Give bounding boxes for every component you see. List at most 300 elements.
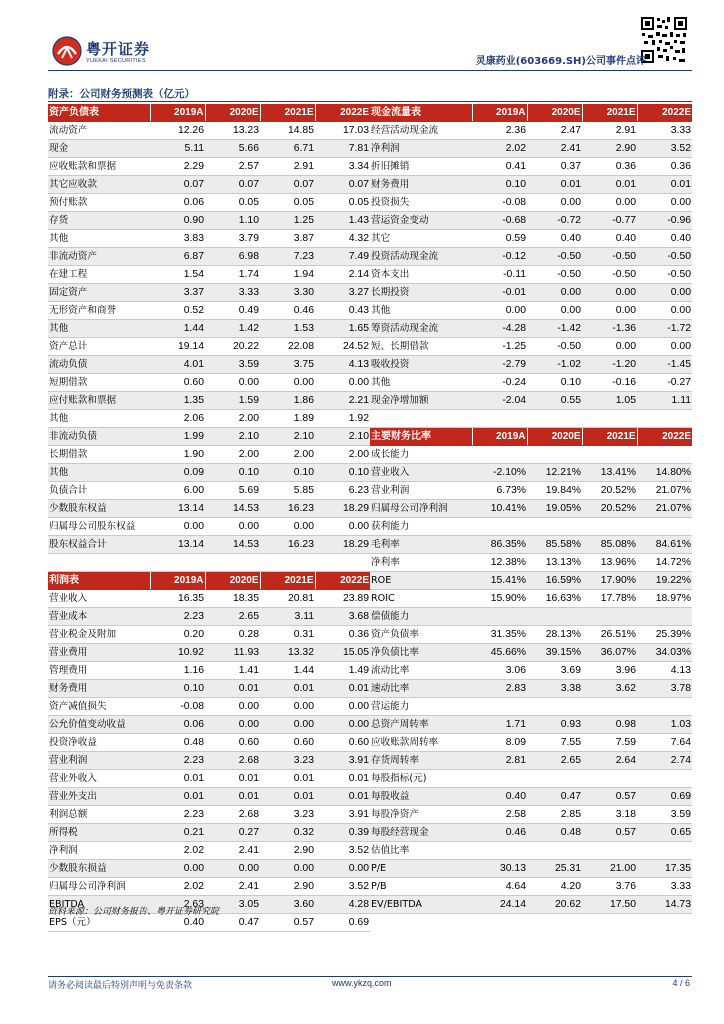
row-value: 11.93: [205, 643, 260, 661]
row-label: 净负债比率: [370, 643, 472, 661]
row-value: 1.11: [637, 392, 692, 410]
row-value: [472, 607, 527, 625]
row-value: 1.16: [150, 661, 205, 679]
row-value: 26.51%: [582, 625, 637, 643]
row-value: 19.05%: [527, 499, 582, 517]
row-value: 0.00: [205, 859, 260, 877]
row-value: 13.14: [150, 536, 205, 554]
row-value: 0.00: [315, 715, 370, 733]
row-value: 3.59: [637, 805, 692, 823]
row-value: 0.07: [260, 176, 315, 194]
table-row: [370, 679, 692, 697]
row-value: 1.99: [150, 428, 205, 446]
row-value: 1.35: [150, 392, 205, 410]
row-value: 2.65: [527, 751, 582, 769]
table-row: [370, 122, 692, 140]
table-title: 利润表: [48, 571, 150, 589]
row-value: 2.91: [260, 158, 315, 176]
row-value: [527, 769, 582, 787]
row-label: EV/EBITDA: [370, 895, 472, 913]
row-value: 21.07%: [637, 481, 692, 499]
row-value: 0.00: [260, 715, 315, 733]
year-header: 2022E: [315, 104, 370, 122]
year-header: 2019A: [150, 571, 205, 589]
table-row: [370, 212, 692, 230]
year-header: 2021E: [260, 104, 315, 122]
row-value: 0.20: [150, 625, 205, 643]
row-value: 2.29: [150, 158, 205, 176]
row-label: 归属母公司净利润: [48, 877, 150, 895]
row-value: 21.00: [582, 859, 637, 877]
table-row: [370, 625, 692, 643]
row-value: 4.01: [150, 356, 205, 374]
row-value: 39.15%: [527, 643, 582, 661]
row-value: 18.35: [205, 589, 260, 607]
row-value: 6.73%: [472, 481, 527, 499]
row-value: 2.65: [205, 607, 260, 625]
row-value: 20.52%: [582, 481, 637, 499]
table-row: [48, 679, 370, 697]
row-value: -0.50: [527, 266, 582, 284]
row-value: -0.50: [582, 266, 637, 284]
row-value: 0.01: [150, 787, 205, 805]
row-label: 管理费用: [48, 661, 150, 679]
row-value: 20.81: [260, 589, 315, 607]
row-value: [527, 697, 582, 715]
row-value: 1.25: [260, 212, 315, 230]
row-value: [527, 607, 582, 625]
row-value: 18.29: [315, 536, 370, 554]
yuekai-logo-icon: [52, 36, 82, 66]
row-value: 2.81: [472, 751, 527, 769]
row-value: [472, 769, 527, 787]
row-value: 31.35%: [472, 625, 527, 643]
row-value: [637, 697, 692, 715]
table-row: [48, 230, 370, 248]
row-value: 0.40: [150, 913, 205, 931]
row-value: 18.29: [315, 500, 370, 518]
row-value: 12.38%: [472, 553, 527, 571]
row-label: 财务费用: [48, 679, 150, 697]
right-column: [370, 104, 692, 910]
table-row: [48, 248, 370, 266]
row-label: 筹资活动现金流: [370, 320, 472, 338]
row-value: 17.50: [582, 895, 637, 913]
row-value: 2.68: [205, 805, 260, 823]
row-value: 0.60: [205, 733, 260, 751]
row-label: 存货: [48, 212, 150, 230]
row-value: 24.14: [472, 895, 527, 913]
row-value: 0.90: [150, 212, 205, 230]
table-header-row: [370, 427, 692, 445]
row-value: 2.23: [150, 805, 205, 823]
row-value: 0.69: [315, 913, 370, 931]
row-value: 16.23: [260, 536, 315, 554]
row-value: [582, 445, 637, 463]
row-value: 13.41%: [582, 463, 637, 481]
year-header: 2019A: [472, 104, 527, 122]
row-value: -0.50: [637, 248, 692, 266]
row-label: 总资产周转率: [370, 715, 472, 733]
row-label: 其他: [370, 302, 472, 320]
table-row: [370, 320, 692, 338]
row-value: 1.49: [315, 661, 370, 679]
table-row: [48, 625, 370, 643]
row-value: -1.36: [582, 320, 637, 338]
row-label: 速动比率: [370, 679, 472, 697]
row-label: 短、长期借款: [370, 338, 472, 356]
row-label: 每股收益: [370, 787, 472, 805]
row-value: 1.59: [205, 392, 260, 410]
row-value: 0.00: [582, 284, 637, 302]
row-value: 5.66: [205, 140, 260, 158]
row-value: 16.59%: [527, 571, 582, 589]
row-value: [472, 445, 527, 463]
table-row: [370, 715, 692, 733]
row-label: 投资损失: [370, 194, 472, 212]
table-row: [48, 320, 370, 338]
table-row: [48, 536, 370, 554]
row-label: 营业利润: [370, 481, 472, 499]
row-value: 8.09: [472, 733, 527, 751]
year-header: 2020E: [205, 571, 260, 589]
table-row: [370, 823, 692, 841]
row-value: 1.89: [260, 410, 315, 428]
row-value: 0.59: [472, 230, 527, 248]
row-value: -2.79: [472, 356, 527, 374]
row-value: 12.21%: [527, 463, 582, 481]
row-value: 5.85: [260, 482, 315, 500]
row-value: 15.05: [315, 643, 370, 661]
row-value: 2.02: [150, 877, 205, 895]
row-value: 2.00: [260, 446, 315, 464]
row-label: 非流动负债: [48, 428, 150, 446]
table-title: 资产负债表: [48, 104, 150, 122]
row-label: EPS（元）: [48, 913, 150, 931]
row-value: 2.06: [150, 410, 205, 428]
row-value: 0.00: [472, 302, 527, 320]
row-value: 0.00: [205, 374, 260, 392]
row-label: 吸收投资: [370, 356, 472, 374]
row-value: 17.35: [637, 859, 692, 877]
row-label: 营业费用: [48, 643, 150, 661]
row-label: 营业税金及附加: [48, 625, 150, 643]
table-row: [370, 553, 692, 571]
footer-disclaimer: 请务必阅读最后特别声明与免责条款: [48, 981, 193, 991]
row-value: 6.87: [150, 248, 205, 266]
row-value: 4.64: [472, 877, 527, 895]
row-label: 股东权益合计: [48, 536, 150, 554]
row-label: 每股指标(元): [370, 769, 472, 787]
row-value: 0.10: [315, 464, 370, 482]
row-value: -0.08: [150, 697, 205, 715]
row-value: 3.69: [527, 661, 582, 679]
footer-website: www.ykzq.com: [332, 978, 392, 988]
table-title: 现金流量表: [370, 104, 472, 122]
row-label: ROE: [370, 571, 472, 589]
row-value: -0.77: [582, 212, 637, 230]
year-header: 2019A: [472, 427, 527, 445]
row-label: 应付账款和票据: [48, 392, 150, 410]
row-value: 3.76: [582, 877, 637, 895]
row-value: 0.00: [527, 302, 582, 320]
row-label: 其他: [48, 464, 150, 482]
row-value: 0.01: [260, 679, 315, 697]
logo-text-cn: 粤开证券: [86, 40, 151, 58]
row-value: 2.90: [260, 877, 315, 895]
table-row: [370, 230, 692, 248]
row-label: 无形资产和商誉: [48, 302, 150, 320]
row-value: 2.14: [315, 266, 370, 284]
row-value: 7.23: [260, 248, 315, 266]
row-value: 0.09: [150, 464, 205, 482]
year-header: 2021E: [260, 571, 315, 589]
row-value: 20.22: [205, 338, 260, 356]
row-label: 应收账款周转率: [370, 733, 472, 751]
spacer-cell: [582, 410, 637, 428]
row-value: [637, 769, 692, 787]
table-row: [48, 859, 370, 877]
row-value: 0.98: [582, 715, 637, 733]
left-table: [48, 104, 370, 932]
table-row: [48, 500, 370, 518]
row-value: -0.68: [472, 212, 527, 230]
row-value: 19.84%: [527, 481, 582, 499]
row-value: 13.32: [260, 643, 315, 661]
row-label: 毛利率: [370, 535, 472, 553]
table-row: [370, 499, 692, 517]
row-value: 1.71: [472, 715, 527, 733]
row-value: 0.06: [150, 715, 205, 733]
row-value: 2.36: [472, 122, 527, 140]
row-value: 25.39%: [637, 625, 692, 643]
row-value: 0.00: [582, 302, 637, 320]
table-row: [48, 733, 370, 751]
table-row: [370, 805, 692, 823]
row-label: 成长能力: [370, 445, 472, 463]
row-label: 其他: [370, 374, 472, 392]
row-value: 0.07: [205, 176, 260, 194]
row-value: 0.60: [315, 733, 370, 751]
row-value: [527, 841, 582, 859]
row-value: 3.75: [260, 356, 315, 374]
row-value: 3.96: [582, 661, 637, 679]
table-row: [48, 374, 370, 392]
row-value: 2.41: [527, 140, 582, 158]
row-value: 3.33: [637, 877, 692, 895]
row-value: 14.73: [637, 895, 692, 913]
table-row: [370, 140, 692, 158]
table-header-row: [48, 104, 370, 122]
year-header: 2022E: [637, 427, 692, 445]
row-value: 3.23: [260, 805, 315, 823]
row-value: 14.72%: [637, 553, 692, 571]
table-row: [370, 769, 692, 787]
row-value: 2.41: [205, 877, 260, 895]
row-label: 经营活动现金流: [370, 122, 472, 140]
row-value: [582, 769, 637, 787]
row-label: 负债合计: [48, 482, 150, 500]
row-value: 1.42: [205, 320, 260, 338]
row-value: 3.91: [315, 805, 370, 823]
row-value: 0.01: [205, 787, 260, 805]
row-value: 3.27: [315, 284, 370, 302]
row-value: 0.00: [205, 697, 260, 715]
footer-divider: [48, 976, 692, 977]
row-value: 3.30: [260, 284, 315, 302]
row-label: 每股净资产: [370, 805, 472, 823]
row-value: 13.96%: [582, 553, 637, 571]
row-value: 0.01: [315, 679, 370, 697]
row-value: 23.89: [315, 589, 370, 607]
row-value: 16.35: [150, 589, 205, 607]
table-title: 主要财务比率: [370, 427, 472, 445]
row-value: 0.27: [205, 823, 260, 841]
year-header: 2022E: [637, 104, 692, 122]
row-label: 其他: [48, 230, 150, 248]
row-value: 0.01: [205, 679, 260, 697]
row-value: 0.01: [315, 769, 370, 787]
row-value: 0.00: [205, 518, 260, 536]
row-value: 3.62: [582, 679, 637, 697]
table-row: [48, 338, 370, 356]
row-value: 84.61%: [637, 535, 692, 553]
table-row: [370, 841, 692, 859]
row-value: 0.57: [582, 787, 637, 805]
row-value: 0.46: [260, 302, 315, 320]
row-value: 0.48: [527, 823, 582, 841]
table-header-row: [48, 571, 370, 589]
row-value: -1.20: [582, 356, 637, 374]
row-value: 10.41%: [472, 499, 527, 517]
row-value: 0.07: [150, 176, 205, 194]
row-value: 0.52: [150, 302, 205, 320]
row-label: 其他: [48, 410, 150, 428]
table-row: [370, 302, 692, 320]
spacer-cell: [472, 410, 527, 428]
table-row: [370, 607, 692, 625]
row-value: 0.00: [315, 518, 370, 536]
row-value: 0.57: [582, 823, 637, 841]
row-value: 2.47: [527, 122, 582, 140]
row-value: 0.10: [205, 464, 260, 482]
header-divider: [48, 70, 692, 71]
row-value: 2.90: [260, 841, 315, 859]
row-value: 4.13: [315, 356, 370, 374]
row-value: 1.41: [205, 661, 260, 679]
table-header-row: [370, 104, 692, 122]
table-row: [48, 643, 370, 661]
row-value: -1.02: [527, 356, 582, 374]
row-label: 固定资产: [48, 284, 150, 302]
row-value: 0.10: [472, 176, 527, 194]
row-label: 资产减值损失: [48, 697, 150, 715]
row-value: 0.40: [472, 787, 527, 805]
row-value: 0.47: [527, 787, 582, 805]
row-value: 0.00: [582, 194, 637, 212]
row-value: -0.11: [472, 266, 527, 284]
table-row: [370, 194, 692, 212]
row-value: -0.27: [637, 374, 692, 392]
row-value: 0.39: [315, 823, 370, 841]
row-value: 2.00: [205, 446, 260, 464]
row-value: 3.23: [260, 751, 315, 769]
row-value: 2.91: [582, 122, 637, 140]
table-row: [48, 841, 370, 859]
row-value: 86.35%: [472, 535, 527, 553]
row-value: 0.00: [150, 518, 205, 536]
table-row: [48, 787, 370, 805]
table-row: [48, 823, 370, 841]
row-label: 公允价值变动收益: [48, 715, 150, 733]
row-label: 财务费用: [370, 176, 472, 194]
row-value: 0.69: [637, 787, 692, 805]
row-label: 净利率: [370, 553, 472, 571]
row-value: 15.90%: [472, 589, 527, 607]
row-value: 4.28: [315, 895, 370, 913]
table-row: [370, 248, 692, 266]
heading-divider: [48, 101, 692, 102]
row-value: 0.00: [637, 338, 692, 356]
row-value: 3.18: [582, 805, 637, 823]
row-label: 存货周转率: [370, 751, 472, 769]
report-title: 灵康药业(603669.SH)公司事件点评: [475, 56, 646, 67]
row-value: 3.60: [260, 895, 315, 913]
row-value: 0.00: [527, 284, 582, 302]
table-row: [48, 428, 370, 446]
table-row: [48, 751, 370, 769]
row-value: 0.31: [260, 625, 315, 643]
row-value: 0.00: [205, 715, 260, 733]
row-value: -0.08: [472, 194, 527, 212]
row-value: 3.33: [205, 284, 260, 302]
spacer-cell: [637, 410, 692, 428]
row-value: 85.58%: [527, 535, 582, 553]
row-value: 0.00: [315, 374, 370, 392]
row-value: 1.43: [315, 212, 370, 230]
table-row: [370, 374, 692, 392]
table-row: [48, 482, 370, 500]
table-row: [48, 158, 370, 176]
row-value: 3.05: [205, 895, 260, 913]
row-value: 2.02: [150, 841, 205, 859]
row-value: -0.24: [472, 374, 527, 392]
row-label: 营业外收入: [48, 769, 150, 787]
table-row: [48, 176, 370, 194]
row-value: 0.55: [527, 392, 582, 410]
row-value: 3.11: [260, 607, 315, 625]
row-value: [472, 697, 527, 715]
row-label: 每股经营现金: [370, 823, 472, 841]
row-value: 0.00: [260, 518, 315, 536]
row-value: 0.57: [260, 913, 315, 931]
row-value: [637, 841, 692, 859]
row-value: 1.44: [150, 320, 205, 338]
row-value: [637, 517, 692, 535]
row-label: 归属母公司股东权益: [48, 518, 150, 536]
row-value: 10.92: [150, 643, 205, 661]
spacer-cell: [48, 554, 150, 572]
row-value: 28.13%: [527, 625, 582, 643]
row-label: 应收账款和票据: [48, 158, 150, 176]
row-value: 0.07: [315, 176, 370, 194]
row-label: 其他: [48, 320, 150, 338]
row-label: 估值比率: [370, 841, 472, 859]
row-value: 1.74: [205, 266, 260, 284]
table-row: [48, 266, 370, 284]
row-value: 0.36: [637, 158, 692, 176]
row-value: 17.03: [315, 122, 370, 140]
